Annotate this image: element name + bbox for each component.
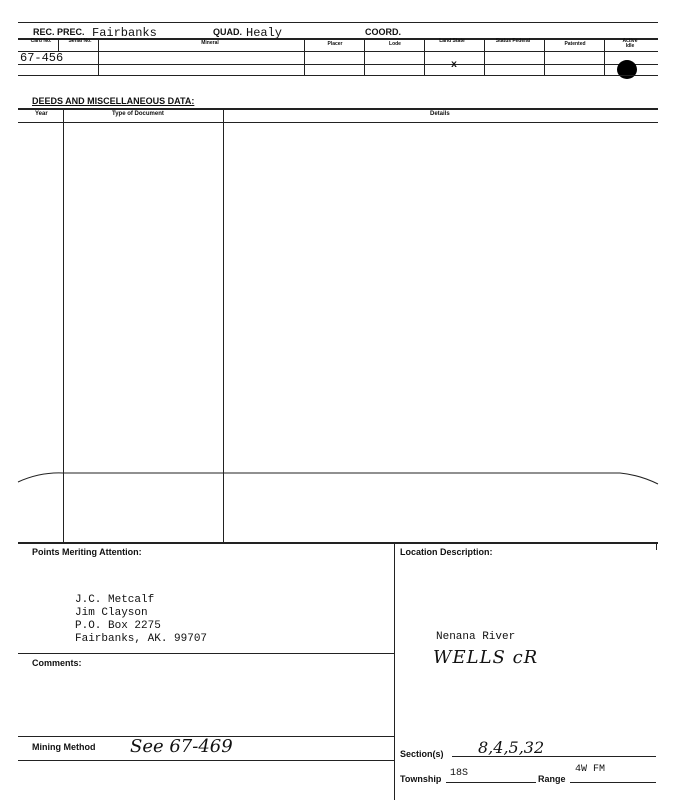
rec-prec-value: Fairbanks <box>92 26 157 40</box>
points-line-3: P.O. Box 2275 <box>75 620 161 632</box>
col-land-state: Land State <box>439 38 465 44</box>
vline-lode <box>424 38 425 75</box>
township-value: 18S <box>450 768 469 779</box>
range-label: Range <box>538 774 566 784</box>
coord-label: COORD. <box>365 27 401 37</box>
section-underline <box>452 756 656 757</box>
comments-label: Comments: <box>32 658 82 668</box>
points-line-2: Jim Clayson <box>75 607 148 619</box>
deeds-col-details: Details <box>430 111 450 117</box>
col-card-no: Card No. <box>30 38 52 44</box>
mining-bottom-rule <box>18 760 394 761</box>
section-label: Section(s) <box>400 749 444 759</box>
fold-crease <box>0 462 678 492</box>
mining-handwritten: See 67-469 <box>130 736 233 757</box>
township-label: Township <box>400 774 442 784</box>
col-patented: Patented <box>564 41 586 47</box>
rec-prec-label: REC. PREC. <box>33 27 85 37</box>
deeds-col-year: Year <box>35 111 48 117</box>
row-mid-rule <box>18 64 658 65</box>
deeds-header-rule <box>18 122 658 123</box>
vline-card <box>58 38 59 51</box>
township-underline <box>446 782 536 783</box>
top-rule <box>18 22 658 23</box>
vline-land <box>484 38 485 75</box>
header-band-top <box>18 38 658 40</box>
points-line-1: J.C. Metcalf <box>75 594 155 606</box>
deeds-bottom-rule <box>18 542 658 544</box>
col-active-idle: Active Idle <box>622 38 638 49</box>
vline-mineral <box>304 38 305 75</box>
card-no-value: 67-456 <box>20 51 64 65</box>
location-handwritten: WELLS cR <box>433 647 539 668</box>
vline-patented <box>604 38 605 75</box>
vline-serial <box>98 38 99 75</box>
vline-status <box>544 38 545 75</box>
header-band-bottom <box>18 51 658 52</box>
points-lines <box>75 594 207 646</box>
col-lode: Lode <box>389 41 401 47</box>
points-line-4: Fairbanks, AK. 99707 <box>75 633 208 645</box>
vline-placer <box>364 38 365 75</box>
col-serial-no: Serial No. <box>68 38 92 44</box>
deeds-top-rule <box>18 108 658 110</box>
points-label: Points Meriting Attention: <box>32 547 142 557</box>
range-value: 4W FM <box>575 764 606 775</box>
col-status-federal: Status Federal <box>495 38 531 44</box>
section-value: 8,4,5,32 <box>478 738 545 757</box>
location-typed: Nenana River <box>436 631 516 643</box>
bottom-center-divider <box>394 542 395 800</box>
active-idle-dot <box>617 60 637 79</box>
deeds-title: DEEDS AND MISCELLANEOUS DATA: <box>32 96 195 106</box>
land-state-mark: x <box>451 60 458 71</box>
bottom-right-edge <box>656 542 657 550</box>
col-mineral: Mineral <box>201 40 219 46</box>
quad-label: QUAD. <box>213 27 242 37</box>
range-underline <box>570 782 656 783</box>
deeds-col-type: Type of Document <box>112 111 164 117</box>
quad-value: Healy <box>246 26 283 40</box>
comments-top-rule <box>18 653 394 654</box>
row-bottom-rule <box>18 75 658 76</box>
location-label: Location Description: <box>400 547 493 557</box>
col-placer: Placer <box>327 41 343 47</box>
mining-label: Mining Method <box>32 742 96 752</box>
